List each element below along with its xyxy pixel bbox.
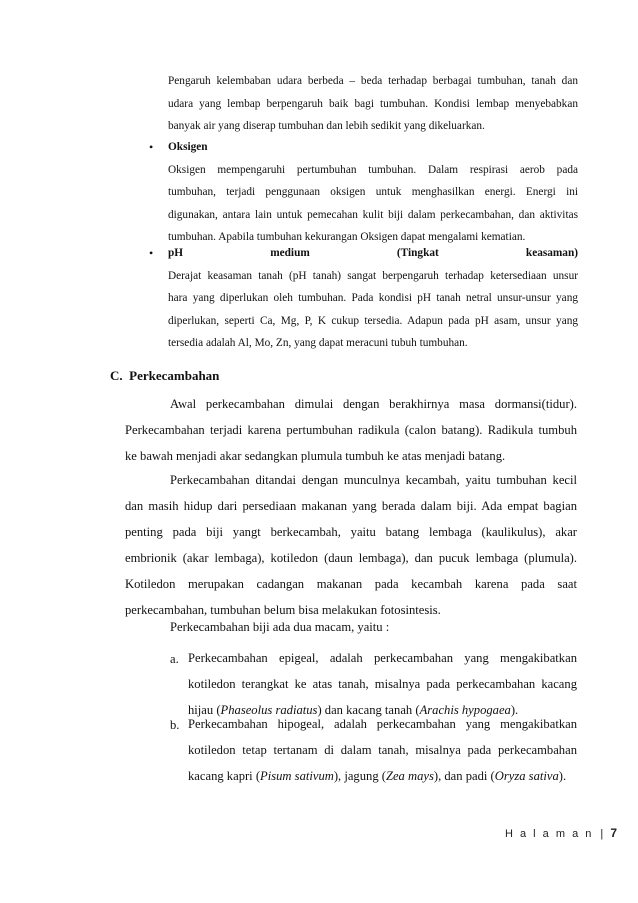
bullet-icon: • [149, 246, 154, 260]
oksigen-line: tumbuhan. Apabila tumbuhan kekurangan Oksigen dapat mengalami kematian. [168, 231, 526, 243]
species-name: Oryza sativa [494, 769, 559, 783]
species-name: Arachis hypogaea [419, 703, 511, 717]
paragraph-line: Perkecambahan terjadi karena pertumbuhan radikula (calon batang). Radikula tumbuh [125, 423, 577, 437]
species-name: Phaseolus radiatus [220, 703, 318, 717]
list-item-line: kotiledon terangkat ke atas tanah, misalnya pada perkecambahan kacang [188, 677, 577, 691]
list-item-line: kacang kapri (Pisum sativum), jagung (Zea mays), dan padi (Oryza sativa). [188, 769, 567, 783]
footer-separator: | [600, 828, 604, 840]
oksigen-title: Oksigen [168, 141, 208, 153]
paragraph-line: dan masih hidup dari persediaan makanan yang berada dalam biji. Ada empat bagian [125, 499, 577, 513]
oksigen-line: tumbuhan, terjadi penggunaan oksigen untuk menghasilkan energi. Energi ini [168, 186, 578, 198]
paragraph-line: perkecambahan, tumbuhan belum bisa melakukan fotosintesis. [125, 603, 441, 617]
paragraph-line: penting pada biji yangt berkecambah, yaitu batang lembaga (kaulikulus), akar [125, 525, 577, 539]
intro-line: udara yang lembap berpengaruh baik bagi tumbuhan. Kondisi lembap menyebabkan [168, 97, 578, 110]
list-item-line: Perkecambahan hipogeal, adalah perkecambahan yang mengakibatkan [188, 717, 577, 731]
paragraph-3: Perkecambahan biji ada dua macam, yaitu : [170, 620, 390, 634]
paragraph-2 [125, 467, 577, 623]
ph-title: pH medium (Tingkat keasaman) [168, 247, 578, 259]
list-letter-b: b. [170, 718, 180, 732]
list-item-b [188, 711, 577, 789]
paragraph-line: embrionik (akar lembaga), kotiledon (daun lembaga), dan pucuk lembaga (plumula). [125, 551, 577, 565]
oksigen-line: digunakan, antara lain untuk pemecahan kulit biji dalam perkecambahan, dan aktivitas [168, 208, 578, 221]
list-item-line: kotiledon tetap tertanam di dalam tanah, misalnya pada perkecambahan [188, 743, 577, 757]
bullet-icon: • [149, 140, 154, 154]
species-name: Pisum sativum [260, 769, 334, 783]
ph-line: hara yang diperlukan oleh tumbuhan. Pada kondisi pH tanah netral unsur-unsur yang [168, 292, 578, 304]
footer-label: H a l a m a n [505, 828, 594, 840]
paragraph-line: ke bawah menjadi akar sedangkan plumula tumbuh ke atas menjadi batang. [125, 449, 506, 463]
paragraph-line: Perkecambahan ditandai dengan munculnya kecambah, yaitu tumbuhan kecil [170, 473, 577, 487]
list-item-line: Perkecambahan epigeal, adalah perkecambahan yang mengakibatkan [188, 651, 577, 665]
species-name: Zea mays [385, 769, 434, 783]
page-footer [505, 826, 617, 840]
paragraph-line: Kotiledon merupakan cadangan makanan pada kecambah karena pada saat [125, 577, 577, 591]
intro-paragraph [168, 70, 578, 138]
oksigen-section [168, 136, 578, 249]
ph-line: tersedia adalah Al, Mo, Zn, yang dapat meracuni tubuh tumbuhan. [168, 337, 468, 349]
page-number: 7 [610, 826, 618, 840]
oksigen-line: Oksigen mempengaruhi pertumbuhan tumbuhan. Dalam respirasi aerob pada [168, 163, 578, 176]
ph-line: diperlukan, seperti Ca, Mg, P, K cukup tersedia. Adapun pada pH asam, unsur yang [168, 314, 578, 327]
ph-line: Derajat keasaman tanah (pH tanah) sangat berpengaruh terhadap ketersediaan unsur [168, 269, 578, 282]
list-item-line: hijau (Phaseolus radiatus) dan kacang tanah (Arachis hypogaea). [188, 703, 519, 717]
section-heading: C. Perkecambahan [110, 368, 220, 383]
intro-line: Pengaruh kelembaban udara berbeda – beda terhadap berbagai tumbuhan, tanah dan [168, 75, 578, 87]
list-letter-a: a. [170, 652, 179, 666]
paragraph-line: Awal perkecambahan dimulai dengan berakhirnya masa dormansi(tidur). [170, 397, 577, 411]
paragraph-1 [125, 391, 577, 469]
intro-line: banyak air yang diserap tumbuhan dan lebih sedikit yang dikeluarkan. [168, 120, 485, 132]
ph-section [168, 242, 578, 355]
